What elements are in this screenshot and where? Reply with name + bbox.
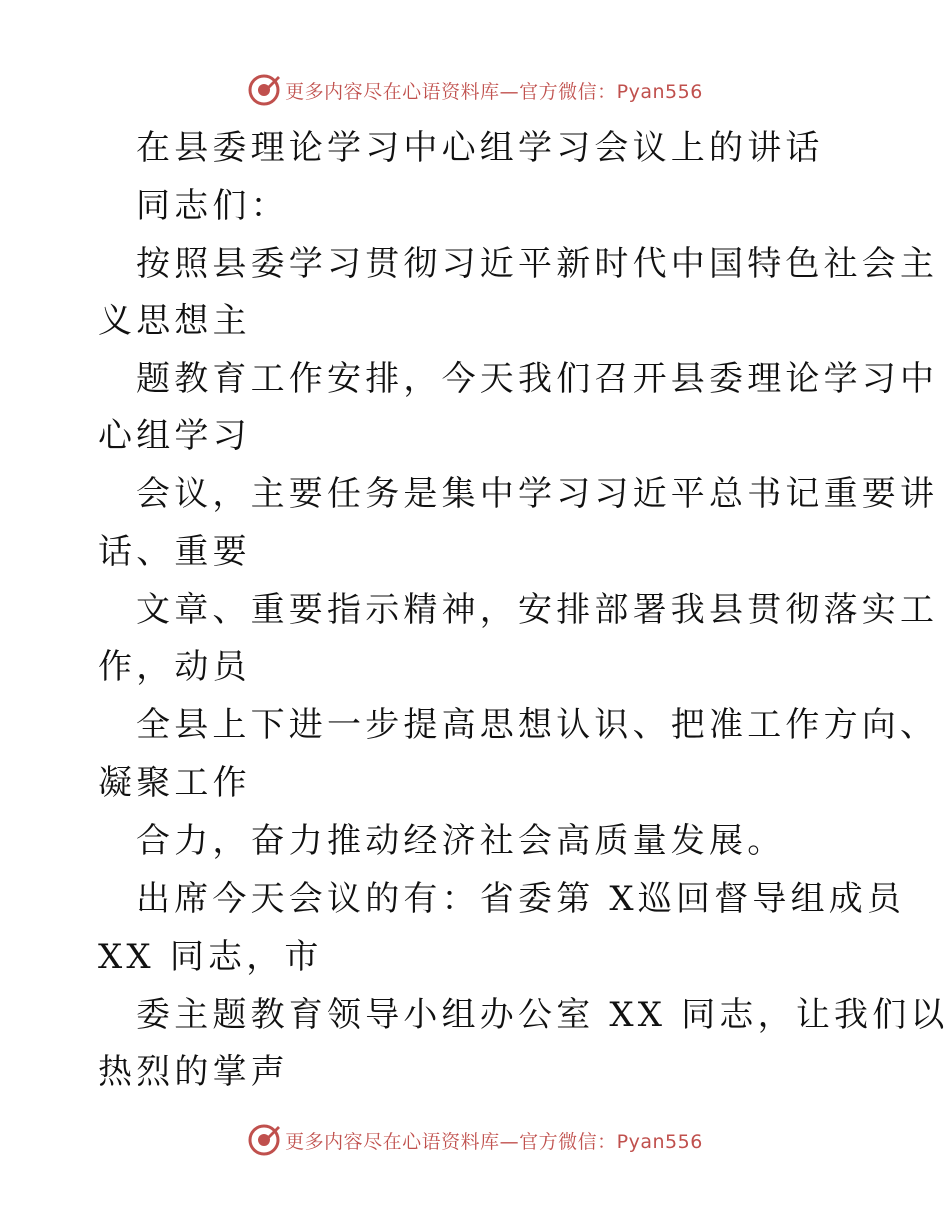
text-line: 题教育工作安排，今天我们召开县委理论学习中	[136, 359, 939, 399]
document-title: 在县委理论学习中心组学习会议上的讲话	[136, 128, 824, 168]
salutation: 同志们：	[136, 186, 289, 226]
banner-text: 更多内容尽在心语资料库—官方微信：Pyan556	[285, 1130, 703, 1153]
text-line: 全县上下进一步提高思想认识、把准工作方向、	[136, 705, 939, 745]
text-line: XX 同志，市	[98, 937, 323, 977]
text-line: 作，动员	[98, 647, 251, 687]
footer-banner	[0, 1120, 950, 1160]
text-line: 委主题教育领导小组办公室 XX 同志，让我们以	[136, 995, 949, 1035]
text-line: 按照县委学习贯彻习近平新时代中国特色社会主	[136, 244, 939, 284]
text-line: 合力，奋力推动经济社会高质量发展。	[136, 821, 786, 861]
text-line: 文章、重要指示精神，安排部署我县贯彻落实工	[136, 590, 939, 630]
text-line: 话、重要	[98, 532, 251, 572]
header-banner	[0, 70, 950, 110]
banner-text: 更多内容尽在心语资料库—官方微信：Pyan556	[285, 80, 703, 103]
text-line: 会议，主要任务是集中学习习近平总书记重要讲	[136, 474, 939, 514]
logo-pen-icon	[247, 73, 281, 107]
text-line: 热烈的掌声	[98, 1052, 289, 1092]
text-line: 义思想主	[98, 301, 251, 341]
text-line: 心组学习	[98, 416, 251, 456]
text-line: 出席今天会议的有：省委第 X巡回督导组成员	[136, 879, 906, 919]
logo-pen-icon	[247, 1123, 281, 1157]
text-line: 凝聚工作	[98, 763, 251, 803]
